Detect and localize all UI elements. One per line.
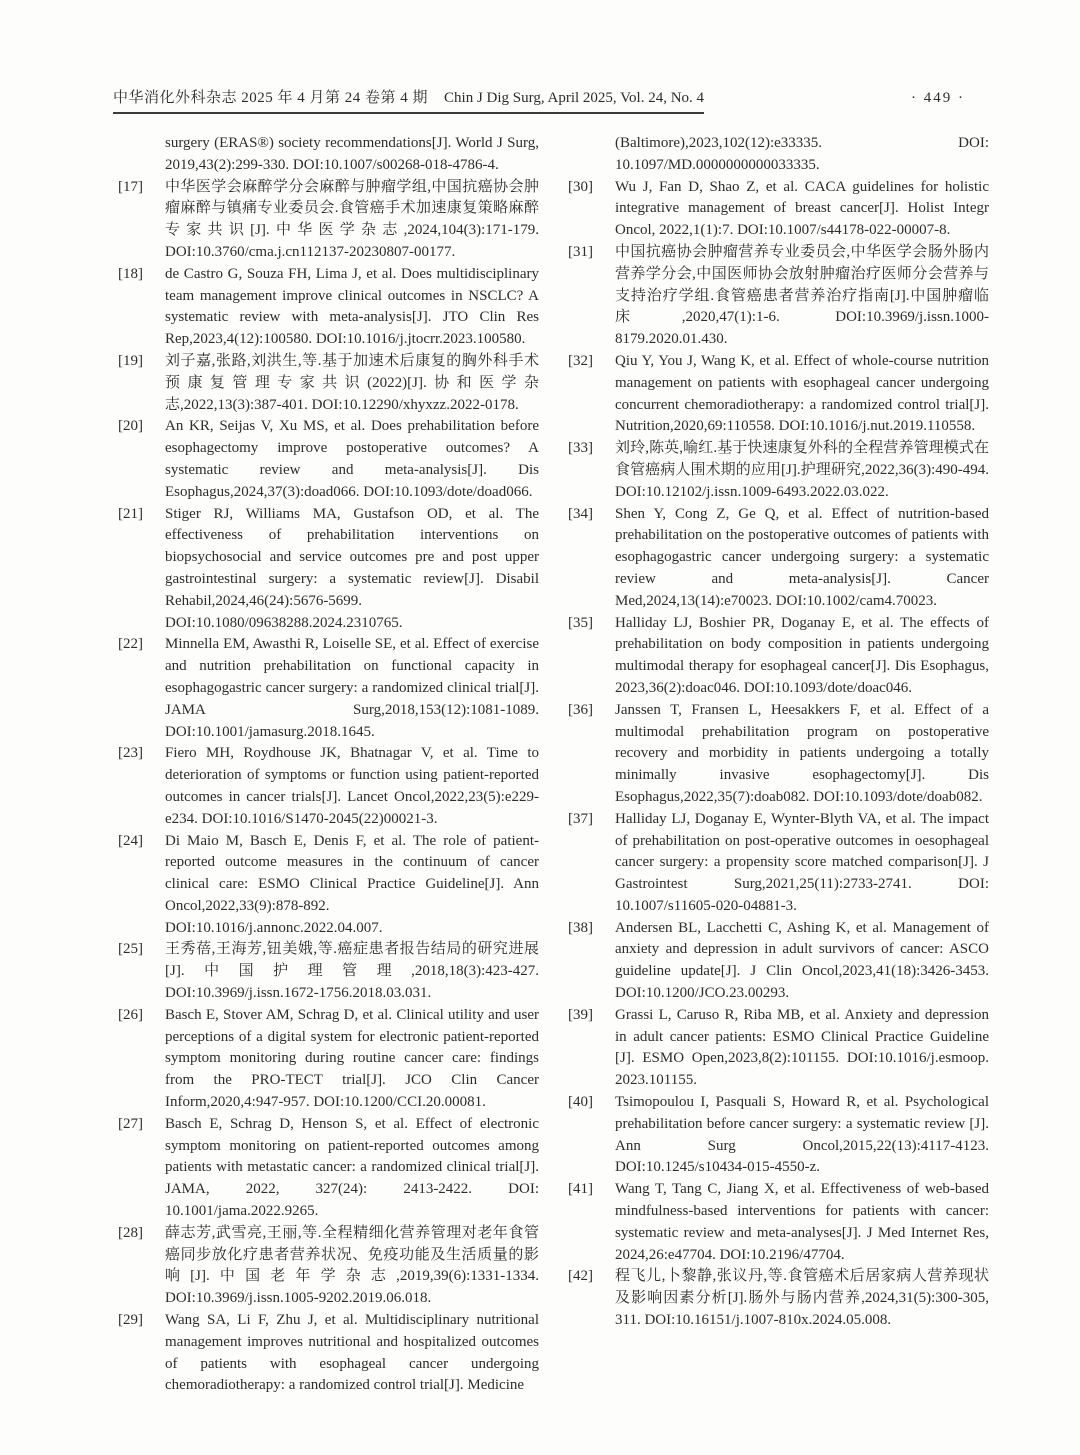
reference-item: [568, 1266, 989, 1331]
reference-text: Tsimopoulou I, Pasquali S, Howard R, et al. Psychological prehabilitation before cancer surgery: a systematic review [J]. Ann Surg Oncol,2015,22(13):4117-4123. DOI:10.1245/s10434-015-4550-z.: [615, 1094, 989, 1176]
reference-item: [118, 831, 539, 940]
reference-item: [568, 700, 989, 809]
page-header: [113, 86, 965, 114]
reference-text: 程飞儿,卜黎静,张议丹,等.食管癌术后居家病人营养现状及影响因素分析[J].肠外与肠内营养,2024,31(5):300-305, 311. DOI:10.16151/j.1007-810x.2024.05.008.: [615, 1268, 989, 1329]
reference-item: [118, 634, 539, 743]
reference-number: [18]: [118, 265, 143, 282]
reference-number: [568, 133, 615, 177]
reference-item: [568, 177, 989, 242]
reference-text: Basch E, Schrag D, Henson S, et al. Effect of electronic symptom monitoring on patient-reported outcomes among patients with metastatic cancer: a randomized clinical trial[J]. JAMA, 2022, 327(24): 2413-2422. DOI: 10.1001/jama.2022.9265.: [165, 1115, 539, 1220]
reference-text: Wu J, Fan D, Shao Z, et al. CACA guidelines for holistic integrative management of breast cancer[J]. Holist Integr Oncol, 2022,1(1):7. DOI:10.1007/s44178-022-00007-8.: [615, 178, 989, 239]
reference-number: [39]: [568, 1006, 593, 1023]
reference-text: 中国抗癌协会肿瘤营养专业委员会,中华医学会肠外肠内营养学分会,中国医师协会放射肿瘤治疗医师分会营养与支持治疗学组.食管癌患者营养治疗指南[J].中国肿瘤临床,2020,47(1):1-6. DOI:10.3969/j.issn.1000-8179.2020.01.430.: [615, 243, 989, 348]
reference-text: 王秀蓓,王海芳,钮美娥,等.癌症患者报告结局的研究进展[J].中国护理管理,2018,18(3):423-427. DOI:10.3969/j.issn.1672-1756.2018.03.031.: [165, 941, 539, 1002]
reference-number: [41]: [568, 1181, 593, 1198]
reference-text: de Castro G, Souza FH, Lima J, et al. Does multidisciplinary team management improve clinical outcomes in NSCLC? A systematic review with meta-analysis[J]. JTO Clin Res Rep,2023,4(12):100580. DOI:10.1016/j.jtocrr.2023.100580.: [165, 265, 539, 348]
reference-text: 薛志芳,武雪亮,王丽,等.全程精细化营养管理对老年食管癌同步放化疗患者营养状况、免疫功能及生活质量的影响[J].中国老年学杂志,2019,39(6):1331-1334. DOI:10.3969/j.issn.1005-9202.2019.06.018.: [165, 1224, 539, 1307]
journal-title-line: [113, 86, 704, 114]
reference-item: [568, 918, 989, 1005]
reference-text: Wang T, Tang C, Jiang X, et al. Effectiveness of web-based mindfulness-based interventions for patients with cancer: systematic review and meta-analyses[J]. J Med Internet Res, 2024,26:e47704. DOI:10.2196/47704.: [615, 1181, 989, 1263]
reference-item: [118, 1310, 539, 1397]
reference-item: [118, 939, 539, 1004]
journal-title-en: Chin J Dig Surg, April 2025, Vol. 24, No. 4: [444, 90, 705, 106]
reference-number: [19]: [118, 352, 143, 369]
reference-item: [568, 1092, 989, 1179]
reference-number: [29]: [118, 1312, 143, 1329]
reference-item: [568, 809, 989, 918]
reference-text: Andersen BL, Lacchetti C, Ashing K, et al. Management of anxiety and depression in adult survivors of cancer: ASCO guideline update[J]. J Clin Oncol,2023,41(18):3426-3453. DOI:10.1200/JCO.23.00293.: [615, 919, 989, 1002]
reference-item: [118, 177, 539, 264]
reference-text: Grassi L, Caruso R, Riba MB, et al. Anxiety and depression in adult cancer patients: ESMO Clinical Practice Guideline [J]. ESMO Open,2023,8(2):101155. DOI:10.1016/j.esmoop. 2023.101155.: [615, 1006, 989, 1089]
reference-number: [22]: [118, 636, 143, 653]
reference-number: [42]: [568, 1268, 593, 1285]
reference-item: [118, 264, 539, 351]
reference-number: [31]: [568, 243, 593, 260]
reference-text: Shen Y, Cong Z, Ge Q, et al. Effect of nutrition-based prehabilitation on the postoperative outcomes of patients with esophagogastric cancer undergoing surgery: a systematic review and meta-analysis[J]. Cancer Med,2024,13(14):e70023. DOI:10.1002/cam4.70023.: [615, 505, 989, 609]
reference-item: [568, 504, 989, 613]
reference-text: Fiero MH, Roydhouse JK, Bhatnagar V, et al. Time to deterioration of symptoms or function using patient-reported outcomes in cancer trials[J]. Lancet Oncol,2022,23(5):e229-e234. DOI:10.1016/S1470-2045(22)00021-3.: [165, 745, 539, 827]
reference-text: surgery (ERAS®) society recommendations[J]. World J Surg, 2019,43(2):299-330. DOI:10.1007/s00268-018-4786-4.: [165, 135, 539, 173]
reference-text: (Baltimore),2023,102(12):e33335. DOI: 10.1097/MD.0000000000033335.: [615, 135, 989, 173]
references-right-column: [568, 133, 989, 1397]
reference-text: Halliday LJ, Boshier PR, Doganay E, et al. The effects of prehabilitation on body composition in patients undergoing multimodal therapy for esophageal cancer[J]. Dis Esophagus, 2023,36(2):doac046. DOI:10.1093/dote/doac046.: [615, 614, 989, 696]
reference-item: [568, 1179, 989, 1266]
reference-number: [23]: [118, 745, 143, 762]
reference-text: Di Maio M, Basch E, Denis F, et al. The role of patient-reported outcome measures in the continuum of cancer clinical care: ESMO Clinical Practice Guideline[J]. Ann Oncol,2022,33(9):878-892. DOI:10.1016/j.annonc.2022.04.007.: [165, 832, 539, 936]
reference-item: [568, 242, 989, 351]
reference-text: 刘子嘉,张路,刘洪生,等.基于加速术后康复的胸外科手术预康复管理专家共识(2022)[J].协和医学杂志,2022,13(3):387-401. DOI:10.12290/xhyxzz.2022-0178.: [165, 352, 539, 413]
references-left-column: [118, 133, 539, 1397]
reference-number: [27]: [118, 1115, 143, 1132]
reference-item: [118, 416, 539, 503]
reference-text: Janssen T, Fransen L, Heesakkers F, et al. Effect of a multimodal prehabilitation program on postoperative recovery and morbidity in patients undergoing a totally minimally invasive esophagectomy[J]. Dis Esophagus,2022,35(7):doab082. DOI:10.1093/dote/doab082.: [615, 701, 989, 805]
reference-item: [568, 133, 989, 177]
reference-item: [568, 438, 989, 503]
references-section: [118, 133, 989, 1397]
reference-item: [118, 1114, 539, 1223]
reference-number: [34]: [568, 505, 593, 522]
reference-number: [35]: [568, 614, 593, 631]
reference-item: [568, 1005, 989, 1092]
reference-text: Stiger RJ, Williams MA, Gustafson OD, et al. The effectiveness of prehabilitation interventions on biopsychosocial and service outcomes pre and post upper gastrointestinal surgery: a systematic review[J]. Disabil Rehabil,2024,46(24):5676-5699. DOI:10.1080/09638288.2024.2310765.: [165, 505, 539, 631]
reference-text: Minnella EM, Awasthi R, Loiselle SE, et al. Effect of exercise and nutrition prehabilitation on functional capacity in esophagogastric cancer surgery: a randomized clinical trial[J]. JAMA Surg,2018,153(12):1081-1089. DOI:10.1001/jamasurg.2018.1645.: [165, 636, 539, 740]
reference-number: [24]: [118, 832, 143, 849]
reference-text: 刘玲,陈英,喻红.基于快速康复外科的全程营养管理模式在食管癌病人围术期的应用[J].护理研究,2022,36(3):490-494. DOI:10.12102/j.issn.1009-6493.2022.03.022.: [615, 440, 989, 500]
reference-text: Halliday LJ, Doganay E, Wynter-Blyth VA, et al. The impact of prehabilitation on post-operative outcomes in oesophageal cancer surgery: a propensity score matched comparison[J]. J Gastrointest Surg,2021,25(11):2733-2741. DOI: 10.1007/s11605-020-04881-3.: [615, 810, 989, 914]
reference-number: [21]: [118, 505, 143, 522]
reference-number: [38]: [568, 919, 593, 936]
reference-number: [36]: [568, 701, 593, 718]
reference-number: [28]: [118, 1224, 143, 1241]
journal-title-cn: 中华消化外科杂志 2025 年 4 月第 24 卷第 4 期: [113, 90, 429, 106]
reference-number: [37]: [568, 810, 593, 827]
reference-number: [40]: [568, 1094, 593, 1111]
reference-text: An KR, Seijas V, Xu MS, et al. Does prehabilitation before esophagectomy improve postoperative outcomes? A systematic review and meta-analysis[J]. Dis Esophagus,2024,37(3):doad066. DOI:10.1093/dote/doad066.: [165, 418, 539, 500]
reference-item: [118, 743, 539, 830]
reference-item: [118, 504, 539, 635]
reference-number: [30]: [568, 178, 593, 195]
reference-item: [118, 133, 539, 177]
reference-number: [32]: [568, 352, 593, 369]
page-number: · 449 ·: [911, 90, 965, 106]
reference-number: [25]: [118, 941, 143, 958]
reference-text: Qiu Y, You J, Wang K, et al. Effect of whole-course nutrition management on patients with esophageal cancer undergoing concurrent chemoradiotherapy: a randomized control trial[J]. Nutrition,2020,69:110558. DOI:10.1016/j.nut.2019.110558.: [615, 352, 989, 435]
reference-item: [118, 351, 539, 416]
reference-text: 中华医学会麻醉学分会麻醉与肿瘤学组,中国抗癌协会肿瘤麻醉与镇痛专业委员会.食管癌手术加速康复策略麻醉专家共识[J].中华医学杂志,2024,104(3):171-179. DOI:10.3760/cma.j.cn112137-20230807-00177.: [165, 178, 539, 260]
reference-number: [118, 133, 165, 177]
reference-item: [568, 613, 989, 700]
reference-item: [118, 1005, 539, 1114]
reference-text: Basch E, Stover AM, Schrag D, et al. Clinical utility and user perceptions of a digital system for electronic patient-reported symptom monitoring during routine cancer care: findings from the PRO-TECT trial[J]. JCO Clin Cancer Inform,2020,4:947-957. DOI:10.1200/CCI.20.00081.: [165, 1006, 539, 1111]
reference-item: [118, 1223, 539, 1310]
reference-number: [26]: [118, 1006, 143, 1023]
reference-number: [33]: [568, 440, 593, 457]
reference-item: [568, 351, 989, 438]
reference-number: [20]: [118, 418, 143, 435]
reference-text: Wang SA, Li F, Zhu J, et al. Multidisciplinary nutritional management improves nutritional and hospitalized outcomes of patients with esophageal cancer undergoing chemoradiotherapy: a randomized control trial[J]. Medicine: [165, 1312, 539, 1394]
reference-number: [17]: [118, 178, 143, 195]
